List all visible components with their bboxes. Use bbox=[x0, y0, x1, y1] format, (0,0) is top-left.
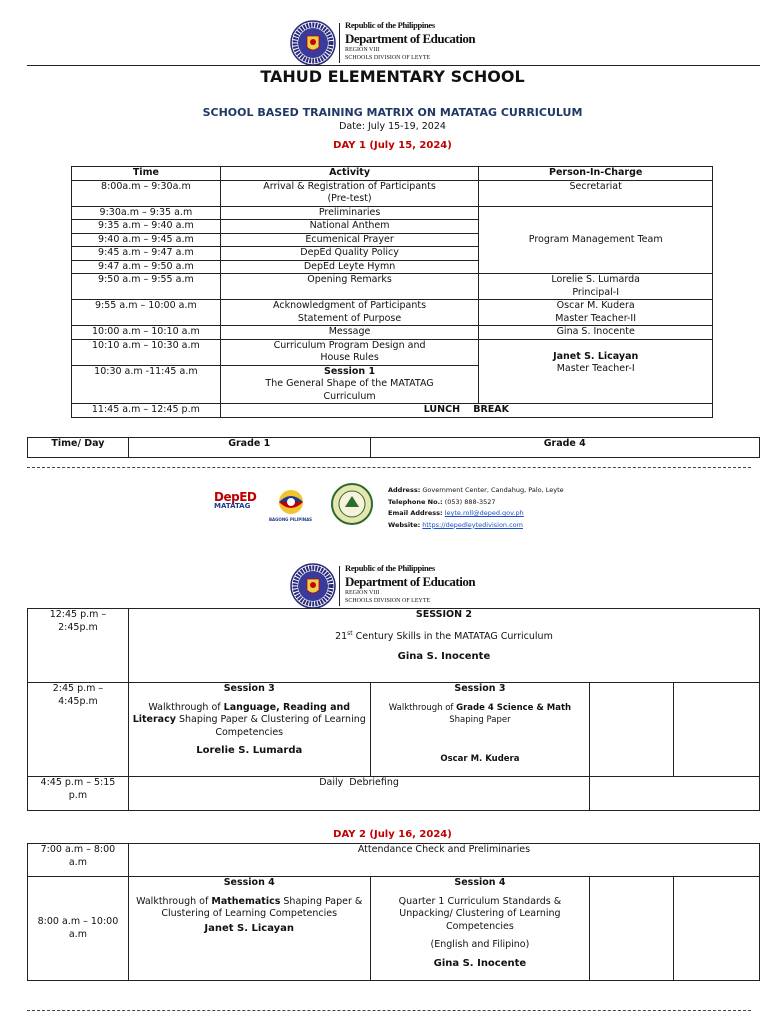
table-row bbox=[28, 609, 760, 683]
bagong-pilipinas-text: BAGONG PILIPINAS bbox=[269, 517, 313, 522]
page-break-line bbox=[27, 1010, 751, 1011]
grade-header-table bbox=[27, 437, 760, 458]
time-cell: 8:00a.m – 9:30a.m bbox=[72, 180, 221, 206]
header-rule bbox=[27, 65, 760, 66]
time-cell: 9:47 a.m – 9:50 a.m bbox=[72, 260, 221, 274]
table-row bbox=[28, 777, 760, 811]
session2-cell: SESSION 2 21st Century Skills in the MATATAG Curriculum Gina S. Inocente bbox=[128, 609, 759, 683]
activity-cell: Opening Remarks bbox=[220, 274, 479, 300]
time-cell: 11:45 a.m – 12:45 p.m bbox=[72, 404, 221, 418]
time-cell: 9:40 a.m – 9:45 a.m bbox=[72, 233, 221, 247]
grade4-header: Grade 4 bbox=[370, 438, 759, 458]
debriefing-cell: Daily Debriefing bbox=[128, 777, 589, 811]
telephone-value: (053) 888-3527 bbox=[444, 497, 496, 506]
table-row bbox=[28, 683, 760, 777]
activity-cell: DepEd Leyte Hymn bbox=[220, 260, 479, 274]
time-cell: 8:00 a.m – 10:00 a.m bbox=[28, 877, 129, 981]
date-line: Date: July 15-19, 2024 bbox=[339, 121, 446, 132]
person-cell: Lorelie S. Lumarda Principal-I bbox=[479, 274, 713, 300]
time-cell: 9:30a.m – 9:35 a.m bbox=[72, 206, 221, 220]
person-cell: Janet S. Licayan Master Teacher-I bbox=[479, 339, 713, 404]
deped-logo-text: DepED bbox=[214, 490, 257, 504]
time-cell: 10:30 a.m -11:45 a.m bbox=[72, 365, 221, 404]
activity-cell: Session 1 The General Shape of the MATATAG Curriculum bbox=[220, 365, 479, 404]
activity-cell: Acknowledgment of Participants Statement of Purpose bbox=[220, 300, 479, 326]
activity-cell: Preliminaries bbox=[220, 206, 479, 220]
table-row bbox=[28, 877, 760, 981]
person-cell: Secretariat bbox=[479, 180, 713, 206]
table-row bbox=[72, 300, 713, 326]
time-cell: 10:10 a.m – 10:30 a.m bbox=[72, 339, 221, 365]
day1-schedule-table bbox=[71, 166, 713, 418]
grade4-session4-cell: Session 4 Quarter 1 Curriculum Standards & Unpacking/ Clustering of Learning Competencies (English and Filipino) Gina S. Inocente bbox=[370, 877, 590, 981]
table-row bbox=[72, 404, 713, 418]
activity-cell: National Anthem bbox=[220, 220, 479, 234]
deped-seal-icon bbox=[290, 563, 336, 609]
grade4-session3-cell: Session 3 Walkthrough of Grade 4 Science & Math Shaping Paper Oscar M. Kudera bbox=[370, 683, 590, 777]
school-name: TAHUD ELEMENTARY SCHOOL bbox=[260, 67, 525, 86]
lunch-break-cell: LUNCH BREAK bbox=[220, 404, 712, 418]
department-text: Department of Education bbox=[345, 574, 476, 589]
grade1-session3-cell: Session 3 Walkthrough of Language, Reading and Literacy Shaping Paper & Clustering of Learning Competencies Lorelie S. Lumarda bbox=[128, 683, 370, 777]
table-row bbox=[72, 339, 713, 365]
day2-schedule-table bbox=[27, 843, 760, 981]
time-cell: 2:45 p.m – 4:45p.m bbox=[28, 683, 129, 777]
person-cell: Gina S. Inocente bbox=[479, 326, 713, 340]
table-row bbox=[72, 274, 713, 300]
table-row bbox=[72, 206, 713, 220]
day2-label: DAY 2 (July 16, 2024) bbox=[333, 829, 452, 840]
matatag-logo-text: MATATAG bbox=[214, 502, 251, 510]
col-header-activity: Activity bbox=[220, 167, 479, 181]
republic-text: Republic of the Philippines bbox=[345, 563, 435, 573]
matrix-title: SCHOOL BASED TRAINING MATRIX ON MATATAG CURRICULUM bbox=[202, 106, 583, 119]
division-seal-icon bbox=[331, 483, 373, 525]
email-link[interactable]: leyte.roll@deped.gov.ph bbox=[444, 509, 524, 517]
division-text: SCHOOLS DIVISION OF LEYTE bbox=[345, 598, 431, 604]
empty-cell bbox=[674, 877, 760, 981]
empty-cell bbox=[590, 877, 674, 981]
republic-text: Republic of the Philippines bbox=[345, 20, 435, 30]
col-header-person: Person-In-Charge bbox=[479, 167, 713, 181]
time-day-header: Time/ Day bbox=[28, 438, 129, 458]
address-value: Government Center, Candahug, Palo, Leyte bbox=[422, 486, 564, 494]
col-header-time: Time bbox=[72, 167, 221, 181]
letterhead-page2 bbox=[0, 561, 768, 611]
empty-cell bbox=[674, 683, 760, 777]
deped-matatag-logo bbox=[214, 490, 260, 510]
empty-cell bbox=[590, 777, 760, 811]
website-link[interactable]: https://depedleytedivision.com bbox=[422, 520, 523, 529]
activity-cell: Ecumenical Prayer bbox=[220, 233, 479, 247]
table-row bbox=[72, 326, 713, 340]
grade1-session4-cell: Session 4 Walkthrough of Mathematics Shaping Paper & Clustering of Learning Competencies Janet S. Licayan bbox=[128, 877, 370, 981]
region-text: REGION VIII bbox=[345, 590, 380, 596]
time-cell: 9:45 a.m – 9:47 a.m bbox=[72, 247, 221, 261]
region-text: REGION VIII bbox=[345, 47, 380, 53]
grade1-header: Grade 1 bbox=[128, 438, 370, 458]
division-text: SCHOOLS DIVISION OF LEYTE bbox=[345, 55, 431, 61]
footer bbox=[0, 480, 768, 530]
deped-seal-icon bbox=[290, 20, 336, 66]
contact-info: Address: Government Center, Candahug, Palo, Leyte Telephone No.: (053) 888-3527 Email Address: leyte.roll@deped.gov.ph Website: https://depedleytedivision.com bbox=[388, 486, 564, 529]
activity-cell: Message bbox=[220, 326, 479, 340]
time-cell: 7:00 a.m – 8:00 a.m bbox=[28, 844, 129, 877]
empty-cell bbox=[590, 683, 674, 777]
activity-cell: Curriculum Program Design and House Rules bbox=[220, 339, 479, 365]
time-cell: 9:55 a.m – 10:00 a.m bbox=[72, 300, 221, 326]
grade-schedule-table bbox=[27, 608, 760, 811]
letterhead-top bbox=[0, 18, 768, 68]
time-cell: 4:45 p.m – 5:15 p.m bbox=[28, 777, 129, 811]
activity-cell: DepEd Quality Policy bbox=[220, 247, 479, 261]
time-cell: 10:00 a.m – 10:10 a.m bbox=[72, 326, 221, 340]
person-cell: Program Management Team bbox=[479, 206, 713, 274]
activity-cell: Arrival & Registration of Participants (Pre-test) bbox=[220, 180, 479, 206]
time-cell: 12:45 p.m – 2:45p.m bbox=[28, 609, 129, 683]
page-break-line bbox=[27, 467, 751, 468]
department-text: Department of Education bbox=[345, 31, 476, 46]
attendance-cell: Attendance Check and Preliminaries bbox=[128, 844, 759, 877]
table-row bbox=[28, 844, 760, 877]
day1-label: DAY 1 (July 15, 2024) bbox=[333, 140, 452, 151]
table-row bbox=[72, 180, 713, 206]
time-cell: 9:50 a.m – 9:55 a.m bbox=[72, 274, 221, 300]
person-cell: Oscar M. Kudera Master Teacher-II bbox=[479, 300, 713, 326]
time-cell: 9:35 a.m – 9:40 a.m bbox=[72, 220, 221, 234]
